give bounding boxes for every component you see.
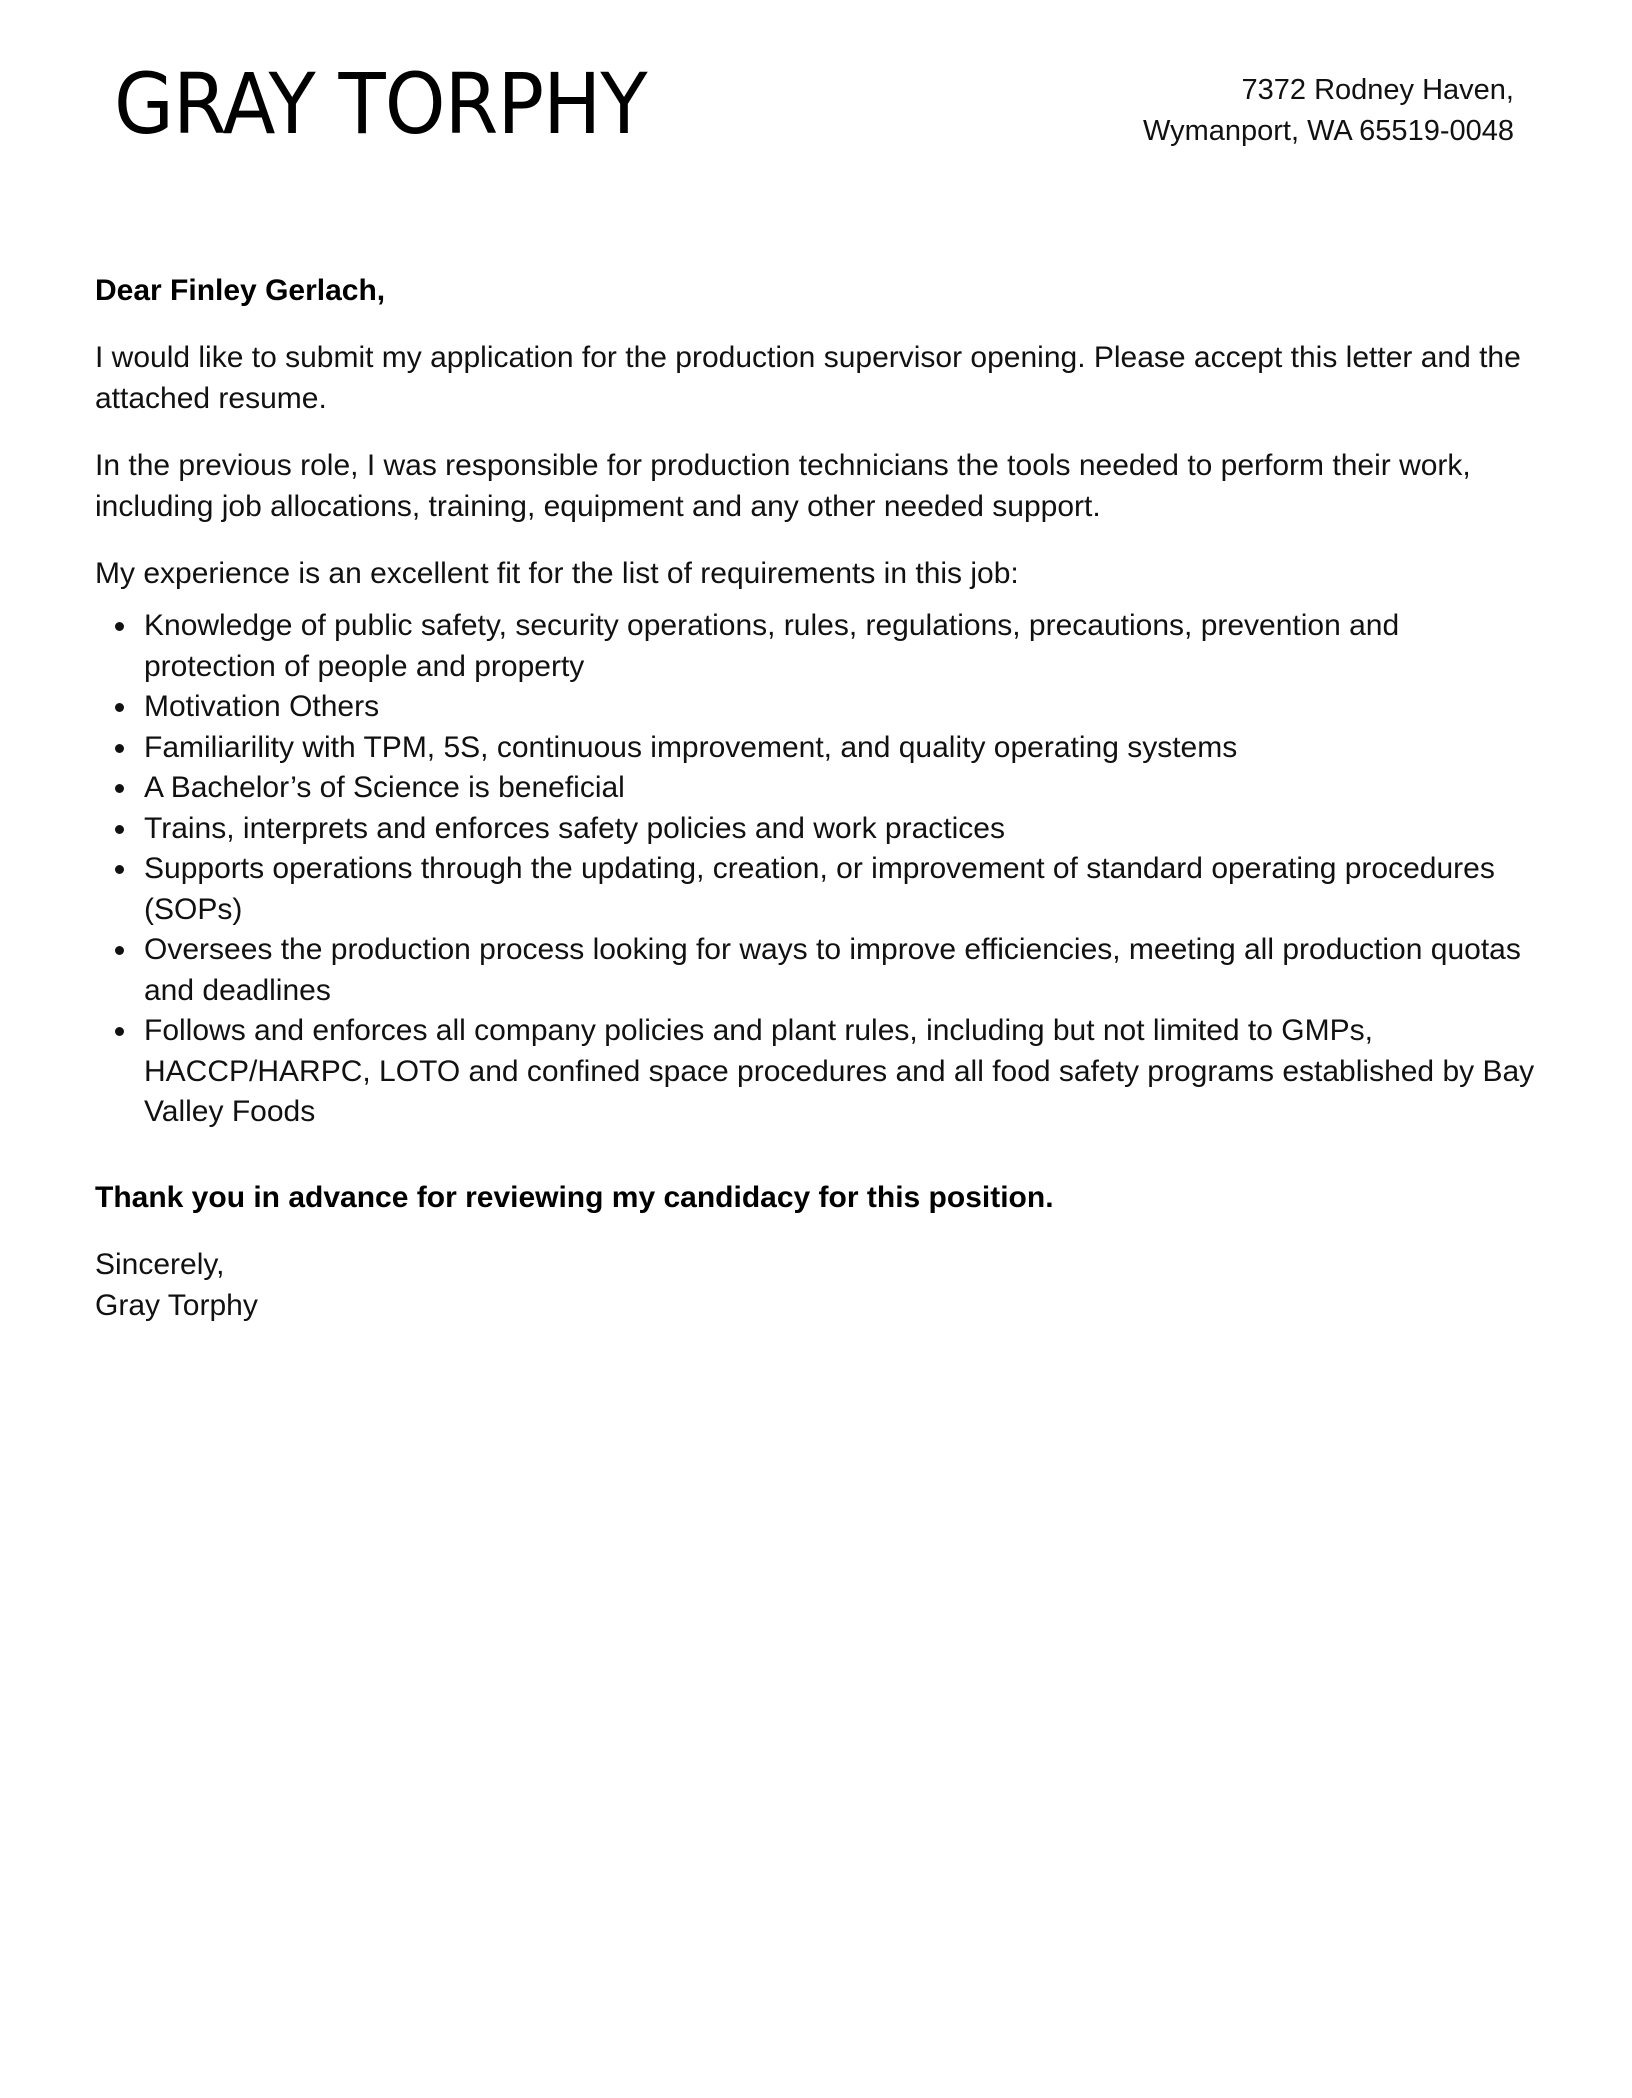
list-item: Knowledge of public safety, security operations, rules, regulations, precautions, prevention and protection of people and property xyxy=(95,606,1535,687)
applicant-address xyxy=(1143,70,1514,152)
bullet-icon xyxy=(115,744,124,753)
applicant-name: GRAY TORPHY xyxy=(114,55,647,153)
address-line-1: 7372 Rodney Haven, xyxy=(1241,74,1514,106)
intro-paragraph: I would like to submit my application for the production supervisor opening. Please accept this letter and the attached resume. xyxy=(95,341,1521,415)
bullet-icon xyxy=(115,1027,124,1036)
list-item: Familiarility with TPM, 5S, continuous improvement, and quality operating systems xyxy=(95,728,1535,769)
address-line-2: Wymanport, WA 65519-0048 xyxy=(1142,115,1514,147)
closing-statement: Thank you in advance for reviewing my candidacy for this position. xyxy=(95,1180,1054,1214)
bullet-icon xyxy=(115,622,124,631)
signoff-phrase: Sincerely, xyxy=(95,1247,225,1281)
signature-name: Gray Torphy xyxy=(95,1288,258,1322)
bullet-icon xyxy=(115,946,124,955)
list-item: Motivation Others xyxy=(95,687,1535,728)
list-item: Supports operations through the updating, creation, or improvement of standard operating procedures (SOPs) xyxy=(95,849,1535,930)
experience-paragraph: In the previous role, I was responsible for production technicians the tools needed to perform their work, including job allocations, training, equipment and any other needed support. xyxy=(95,449,1471,523)
requirements-list xyxy=(95,606,1535,1133)
list-item: A Bachelor’s of Science is beneficial xyxy=(95,768,1535,809)
bullet-icon xyxy=(115,825,124,834)
bullet-icon xyxy=(115,703,124,712)
list-item: Oversees the production process looking for ways to improve efficiencies, meeting all production quotas and deadlines xyxy=(95,930,1535,1011)
requirements-intro: My experience is an excellent fit for the list of requirements in this job: xyxy=(95,557,1019,590)
list-item: Follows and enforces all company policies and plant rules, including but not limited to GMPs, HACCP/HARPC, LOTO and confined space procedures and all food safety programs established by Bay Valley Foods xyxy=(95,1011,1535,1133)
bullet-icon xyxy=(115,865,124,874)
letter-body xyxy=(95,270,1535,1326)
signoff xyxy=(95,1244,1535,1326)
salutation: Dear Finley Gerlach, xyxy=(95,274,386,307)
list-item: Trains, interprets and enforces safety policies and work practices xyxy=(95,809,1535,850)
bullet-icon xyxy=(115,784,124,793)
letter-header xyxy=(0,0,1632,200)
